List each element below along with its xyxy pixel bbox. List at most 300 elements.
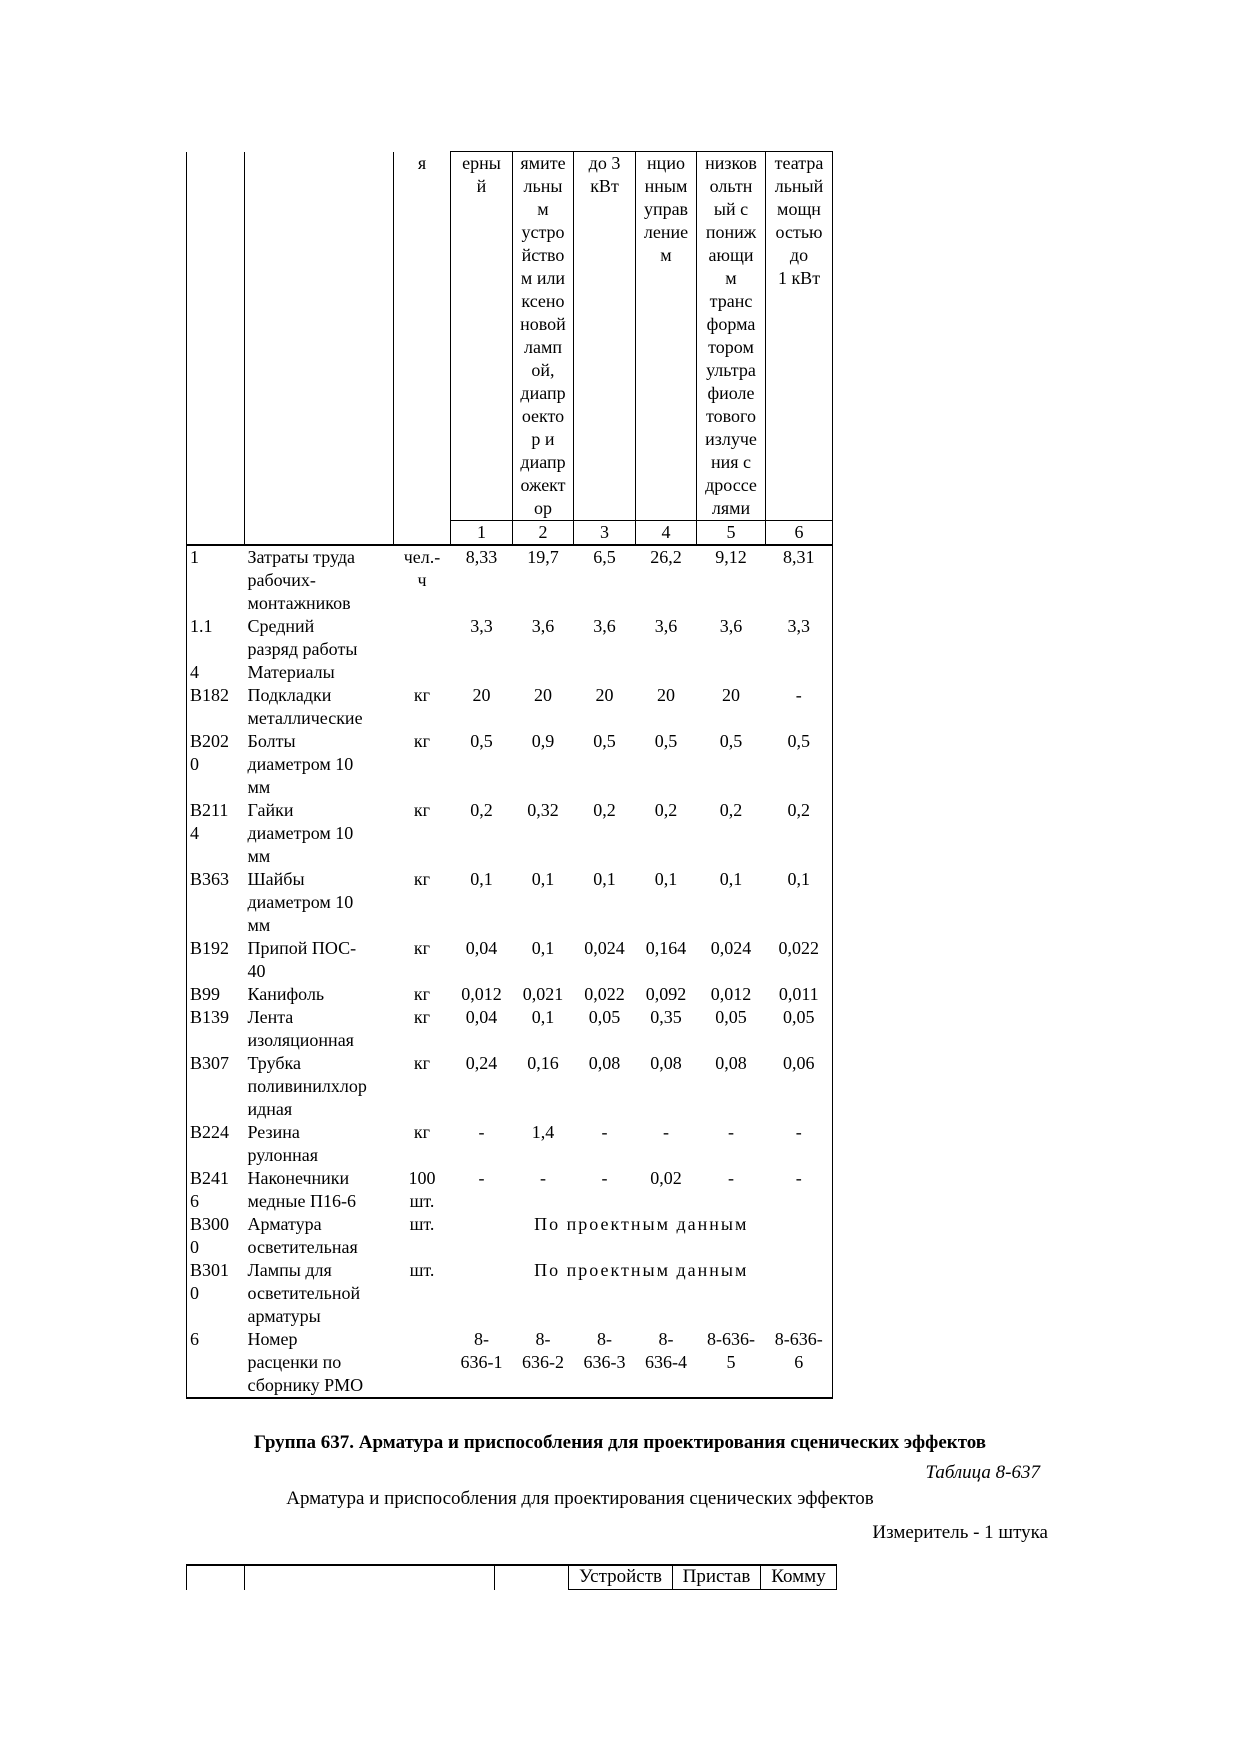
row-value: 0,24	[465, 1053, 498, 1073]
row-value: 0,2	[654, 800, 678, 820]
row-value: 0,06	[766, 1052, 833, 1121]
row-value: 0,1	[719, 869, 743, 889]
cell-line: кг	[413, 800, 431, 820]
measure-unit: Измеритель - 1 штука	[872, 1522, 1048, 1543]
row-value: 0,2	[719, 800, 743, 820]
cell-line: м или	[520, 268, 566, 288]
table-row	[187, 1121, 833, 1167]
row-value: 0,021	[522, 984, 564, 1004]
row-name	[245, 661, 394, 684]
row-value	[574, 1328, 636, 1398]
row-name	[245, 868, 394, 937]
column-number-cell: 1	[451, 521, 513, 546]
row-span-note: По проектным данным	[451, 1259, 833, 1328]
cell-line: ающи	[708, 245, 754, 265]
row-value	[766, 661, 833, 684]
row-unit	[394, 545, 451, 615]
cell-line: 6	[794, 1352, 804, 1372]
cell-line: кг	[413, 869, 431, 889]
row-code	[187, 868, 245, 937]
cell-line: пониж	[705, 222, 757, 242]
cell-line: В99	[190, 984, 221, 1004]
cell-line: 8-	[474, 1329, 489, 1349]
next-table-cell	[245, 1565, 495, 1590]
column-number-cell: 2	[513, 521, 574, 546]
row-value: 0,022	[584, 984, 625, 1004]
row-value: 0,32	[527, 800, 559, 820]
row-unit	[394, 661, 451, 684]
row-unit	[394, 799, 451, 868]
row-value	[636, 1328, 697, 1398]
cell-line: кг	[413, 1122, 431, 1142]
cell-line: В192	[190, 938, 230, 958]
cell-line: 1.1	[190, 616, 213, 636]
row-value: -	[601, 1122, 608, 1142]
table-row	[187, 661, 833, 684]
row-value: 20	[657, 685, 675, 705]
group-title: Группа 637. Арматура и приспособления для проектирования сценических эффектов	[253, 1432, 987, 1453]
row-name	[245, 684, 394, 730]
row-value: 20	[722, 685, 740, 705]
column-number-cell: 4	[636, 521, 697, 546]
cell-line: й	[476, 176, 487, 196]
row-value	[451, 661, 513, 684]
row-value: 0,024	[710, 938, 752, 958]
cell-line: Средний	[247, 616, 315, 636]
cell-line: кг	[413, 938, 431, 958]
row-value: 3,3	[766, 615, 833, 661]
cell-line: Арматура	[247, 1214, 322, 1234]
row-value: 1,4	[531, 1122, 555, 1142]
row-unit	[394, 730, 451, 799]
cell-line: до	[789, 245, 809, 265]
row-value: 0,08	[650, 1053, 682, 1073]
row-name	[245, 1259, 394, 1328]
row-name	[245, 1121, 394, 1167]
header-column-cell	[697, 152, 766, 521]
row-value: 0,5	[766, 730, 833, 799]
table-row	[187, 1213, 833, 1259]
cell-line: В182	[190, 685, 230, 705]
row-value: 0,1	[766, 868, 833, 937]
cell-line: мм	[247, 846, 271, 866]
row-value	[574, 661, 636, 684]
cell-line: до 3	[588, 153, 621, 173]
table-row	[187, 1328, 833, 1398]
row-code	[187, 1259, 245, 1328]
table-row	[187, 615, 833, 661]
row-value: 9,12	[715, 547, 747, 567]
cell-line: 4	[190, 662, 199, 682]
row-value: 0,1	[654, 869, 678, 889]
cell-line: ожект	[520, 475, 566, 495]
cell-line: Гайки	[247, 800, 294, 820]
row-value: 0,05	[715, 1007, 747, 1027]
cell-line: 636-3	[583, 1352, 626, 1372]
table-row	[187, 1006, 833, 1052]
row-value: 0,04	[465, 938, 498, 958]
row-value: -	[766, 1167, 833, 1213]
row-value: 0,022	[766, 937, 833, 983]
cell-line: шт.	[409, 1214, 435, 1234]
cell-line: м	[660, 245, 672, 265]
header-column-cell	[451, 152, 513, 521]
cell-line: Канифоль	[247, 984, 325, 1004]
column-number-cell: 5	[697, 521, 766, 546]
cell-line: м	[725, 268, 737, 288]
next-table-header-cell: Устройств	[569, 1565, 673, 1590]
row-value: 0,1	[531, 938, 555, 958]
row-value: 0,05	[588, 1007, 621, 1027]
row-value	[451, 1328, 513, 1398]
row-unit	[394, 983, 451, 1006]
next-table-header	[186, 1564, 837, 1590]
row-code	[187, 545, 245, 615]
row-name	[245, 730, 394, 799]
norms-table	[186, 151, 833, 1399]
row-value: 0,05	[766, 1006, 833, 1052]
cell-line: ч	[417, 570, 427, 590]
row-value: 3,6	[531, 616, 555, 636]
cell-line: диаметром 10	[247, 754, 354, 774]
row-value	[766, 1328, 833, 1398]
column-number-cell	[187, 521, 245, 546]
row-name	[245, 1167, 394, 1213]
cell-line: осветительная	[247, 1237, 358, 1257]
row-unit	[394, 1052, 451, 1121]
cell-line: В300	[190, 1214, 230, 1234]
cell-line: ерны	[462, 153, 501, 173]
cell-line: В301	[190, 1260, 230, 1280]
cell-line: тового	[706, 406, 756, 426]
cell-line: форма	[706, 314, 756, 334]
row-name	[245, 799, 394, 868]
row-value: 0,1	[531, 1007, 555, 1027]
cell-line: изоляционная	[247, 1030, 354, 1050]
cell-line: 636-1	[460, 1352, 503, 1372]
row-value: -	[766, 684, 833, 730]
cell-line: Материалы	[247, 662, 335, 682]
cell-line: тором	[708, 337, 754, 357]
cell-line: мощн	[777, 199, 821, 219]
row-value: 0,5	[593, 731, 616, 751]
cell-line: 1	[190, 547, 199, 567]
row-value	[636, 661, 697, 684]
cell-line: 636-4	[645, 1352, 687, 1372]
row-value: 20	[534, 685, 552, 705]
row-value: 0,5	[654, 731, 678, 751]
cell-line: ление	[643, 222, 689, 242]
row-name	[245, 545, 394, 615]
cell-line: управ	[643, 199, 689, 219]
header-unit-cell	[394, 152, 451, 521]
row-value: -	[728, 1122, 734, 1142]
row-code	[187, 730, 245, 799]
cell-line: арматуры	[247, 1306, 321, 1326]
cell-line: льны	[523, 176, 563, 196]
row-value: 8,33	[465, 547, 498, 567]
table-row	[187, 983, 833, 1006]
row-value: -	[766, 1121, 833, 1167]
row-value: 0,04	[465, 1007, 498, 1027]
cell-line: кг	[413, 1053, 431, 1073]
header-column-cell	[574, 152, 636, 521]
cell-line: ламп	[524, 337, 562, 357]
cell-line: Подкладки	[247, 685, 332, 705]
next-table-cell	[495, 1565, 569, 1590]
row-value: 0,011	[766, 983, 833, 1006]
next-table-header-cell: Пристав	[673, 1565, 761, 1590]
row-value: 0,012	[710, 984, 752, 1004]
cell-line: 6	[190, 1329, 199, 1349]
cell-line: поливинилхлор	[247, 1076, 367, 1096]
row-value	[513, 661, 574, 684]
next-table-header-cell: Комму	[761, 1565, 837, 1590]
table-row	[187, 730, 833, 799]
cell-line: кг	[413, 1007, 431, 1027]
cell-line: монтажников	[247, 593, 351, 613]
cell-line: кг	[413, 984, 431, 1004]
row-value: 0,08	[588, 1053, 621, 1073]
cell-line: ой,	[531, 360, 555, 380]
cell-line: 6	[190, 1191, 199, 1211]
cell-line: металлические	[247, 708, 363, 728]
row-value: 6,5	[593, 547, 616, 567]
cell-line: осветительной	[247, 1283, 361, 1303]
cell-line: В241	[190, 1168, 230, 1188]
row-value: 0,2	[766, 799, 833, 868]
cell-line: В224	[190, 1122, 230, 1142]
cell-line: мм	[247, 915, 271, 935]
row-value: -	[601, 1168, 608, 1188]
row-value: 0,1	[470, 869, 493, 889]
cell-line: низков	[705, 153, 757, 173]
cell-line: льный	[774, 176, 824, 196]
cell-line: диаметром 10	[247, 823, 354, 843]
row-name	[245, 937, 394, 983]
cell-line: дроссе	[705, 475, 757, 495]
row-value	[697, 661, 766, 684]
row-code	[187, 983, 245, 1006]
row-value: 0,9	[531, 731, 555, 751]
row-value: 26,2	[650, 547, 682, 567]
row-name	[245, 1328, 394, 1398]
row-value: -	[663, 1122, 669, 1142]
row-unit	[394, 1328, 451, 1398]
cell-line: 4	[190, 823, 199, 843]
cell-line: остью	[775, 222, 823, 242]
cell-line: мм	[247, 777, 271, 797]
row-unit	[394, 1259, 451, 1328]
row-value: 0,1	[593, 869, 616, 889]
cell-line: Болты	[247, 731, 296, 751]
row-value: 0,16	[527, 1053, 559, 1073]
row-value	[513, 1328, 574, 1398]
cell-line: ольтн	[709, 176, 753, 196]
cell-line: Номер	[247, 1329, 298, 1349]
cell-line: театра	[774, 153, 824, 173]
row-value: 0,2	[470, 800, 493, 820]
cell-line: лями	[711, 498, 751, 518]
row-value: 0,024	[584, 938, 625, 958]
cell-line: м	[537, 199, 549, 219]
row-value	[697, 1328, 766, 1398]
row-unit	[394, 684, 451, 730]
cell-line: р и	[531, 429, 555, 449]
cell-line: кг	[413, 685, 431, 705]
cell-line: диапр	[520, 452, 566, 472]
cell-line: кг	[413, 731, 431, 751]
row-value: 0,08	[715, 1053, 747, 1073]
table-row	[187, 1259, 833, 1328]
row-code	[187, 937, 245, 983]
row-unit	[394, 1006, 451, 1052]
cell-line: 5	[726, 1352, 736, 1372]
row-value: -	[478, 1168, 485, 1188]
cell-line: 8-636-	[774, 1329, 823, 1349]
row-value: 8,31	[766, 545, 833, 615]
cell-line: ультра	[706, 360, 756, 380]
cell-line: В363	[190, 869, 230, 889]
header-column-cell	[636, 152, 697, 521]
cell-line: 0	[190, 754, 199, 774]
row-value: 3,6	[654, 616, 678, 636]
row-value: 3,6	[719, 616, 743, 636]
cell-line: нцио	[647, 153, 685, 173]
table-row	[187, 937, 833, 983]
table-caption: Арматура и приспособления для проектирования сценических эффектов	[286, 1488, 874, 1509]
cell-line: фиоле	[707, 383, 755, 403]
cell-line: рабочих-	[247, 570, 316, 590]
table-number: Таблица 8-637	[925, 1462, 1040, 1483]
header-row	[187, 152, 833, 521]
cell-line: 8-	[658, 1329, 674, 1349]
column-number-cell: 3	[574, 521, 636, 546]
header-cell	[187, 152, 245, 521]
cell-line: сборнику РМО	[247, 1375, 364, 1395]
row-code	[187, 1213, 245, 1259]
cell-line: В202	[190, 731, 230, 751]
row-value: 0,1	[531, 869, 555, 889]
cell-line: 636-2	[522, 1352, 564, 1372]
row-value: 0,2	[593, 800, 616, 820]
cell-line: Наконечники	[247, 1168, 350, 1188]
row-code	[187, 1328, 245, 1398]
cell-line: шт.	[409, 1260, 435, 1280]
row-code	[187, 1052, 245, 1121]
row-unit	[394, 1121, 451, 1167]
row-code	[187, 1167, 245, 1213]
row-value: 0,35	[650, 1007, 682, 1027]
row-value: 3,6	[593, 616, 616, 636]
row-unit	[394, 615, 451, 661]
cell-line: идная	[247, 1099, 293, 1119]
cell-line: Лампы для	[247, 1260, 332, 1280]
row-unit	[394, 937, 451, 983]
row-code	[187, 1121, 245, 1167]
header-column-cell	[766, 152, 833, 521]
row-code	[187, 684, 245, 730]
row-value: 0,012	[461, 984, 502, 1004]
cell-line: диапр	[520, 383, 566, 403]
column-number-cell: 6	[766, 521, 833, 546]
table-row	[187, 545, 833, 615]
cell-line: кВт	[590, 176, 619, 196]
cell-line: ния с	[710, 452, 752, 472]
cell-line: ямите	[520, 153, 566, 173]
cell-line: разряд работы	[247, 639, 358, 659]
row-value: 0,164	[645, 938, 687, 958]
header-column-cell	[513, 152, 574, 521]
cell-line: медные П16-6	[247, 1191, 357, 1211]
row-value: 0,5	[719, 731, 743, 751]
cell-line: излуче	[705, 429, 757, 449]
cell-line: 8-636-	[707, 1329, 755, 1349]
cell-line: 40	[247, 961, 266, 981]
cell-line: я	[417, 152, 427, 173]
cell-line: Затраты труда	[247, 547, 355, 567]
cell-line: рулонная	[247, 1145, 318, 1165]
row-value: 20	[472, 685, 491, 705]
cell-line: 1 кВт	[777, 268, 821, 288]
table-row	[187, 868, 833, 937]
column-number-row	[187, 521, 833, 546]
row-unit	[394, 868, 451, 937]
cell-line: оекто	[521, 406, 565, 426]
row-value: 19,7	[527, 547, 559, 567]
row-value: 3,3	[470, 616, 493, 636]
row-unit	[394, 1213, 451, 1259]
row-value: 0,5	[470, 731, 493, 751]
cell-line: 0	[190, 1237, 199, 1257]
row-name	[245, 1052, 394, 1121]
cell-line: нным	[644, 176, 688, 196]
column-number-cell	[394, 521, 451, 546]
cell-line: шт.	[409, 1191, 435, 1211]
row-unit	[394, 1167, 451, 1213]
column-number-cell	[245, 521, 394, 546]
cell-line: транс	[709, 291, 753, 311]
table-row	[187, 1052, 833, 1121]
row-value: 20	[595, 685, 614, 705]
cell-line: Трубка	[247, 1053, 301, 1073]
header-cell	[245, 152, 394, 521]
table-row	[187, 684, 833, 730]
row-span-note: По проектным данным	[451, 1213, 833, 1259]
cell-line: 8-	[597, 1329, 612, 1349]
cell-line: В211	[190, 800, 229, 820]
next-table-cell	[187, 1565, 245, 1590]
row-code	[187, 799, 245, 868]
row-name	[245, 1006, 394, 1052]
row-name	[245, 1213, 394, 1259]
row-value: -	[540, 1168, 546, 1188]
cell-line: ый с	[713, 199, 749, 219]
row-value: 0,092	[645, 984, 687, 1004]
cell-line: Шайбы	[247, 869, 305, 889]
table-row	[187, 799, 833, 868]
row-code	[187, 661, 245, 684]
cell-line: устро	[521, 222, 565, 242]
cell-line: 100	[408, 1168, 436, 1188]
cell-line: Лента	[247, 1007, 294, 1027]
cell-line: диаметром 10	[247, 892, 354, 912]
row-code	[187, 615, 245, 661]
cell-line: В307	[190, 1053, 230, 1073]
cell-line: В139	[190, 1007, 230, 1027]
cell-line: расценки по	[247, 1352, 342, 1372]
row-value: -	[478, 1122, 485, 1142]
